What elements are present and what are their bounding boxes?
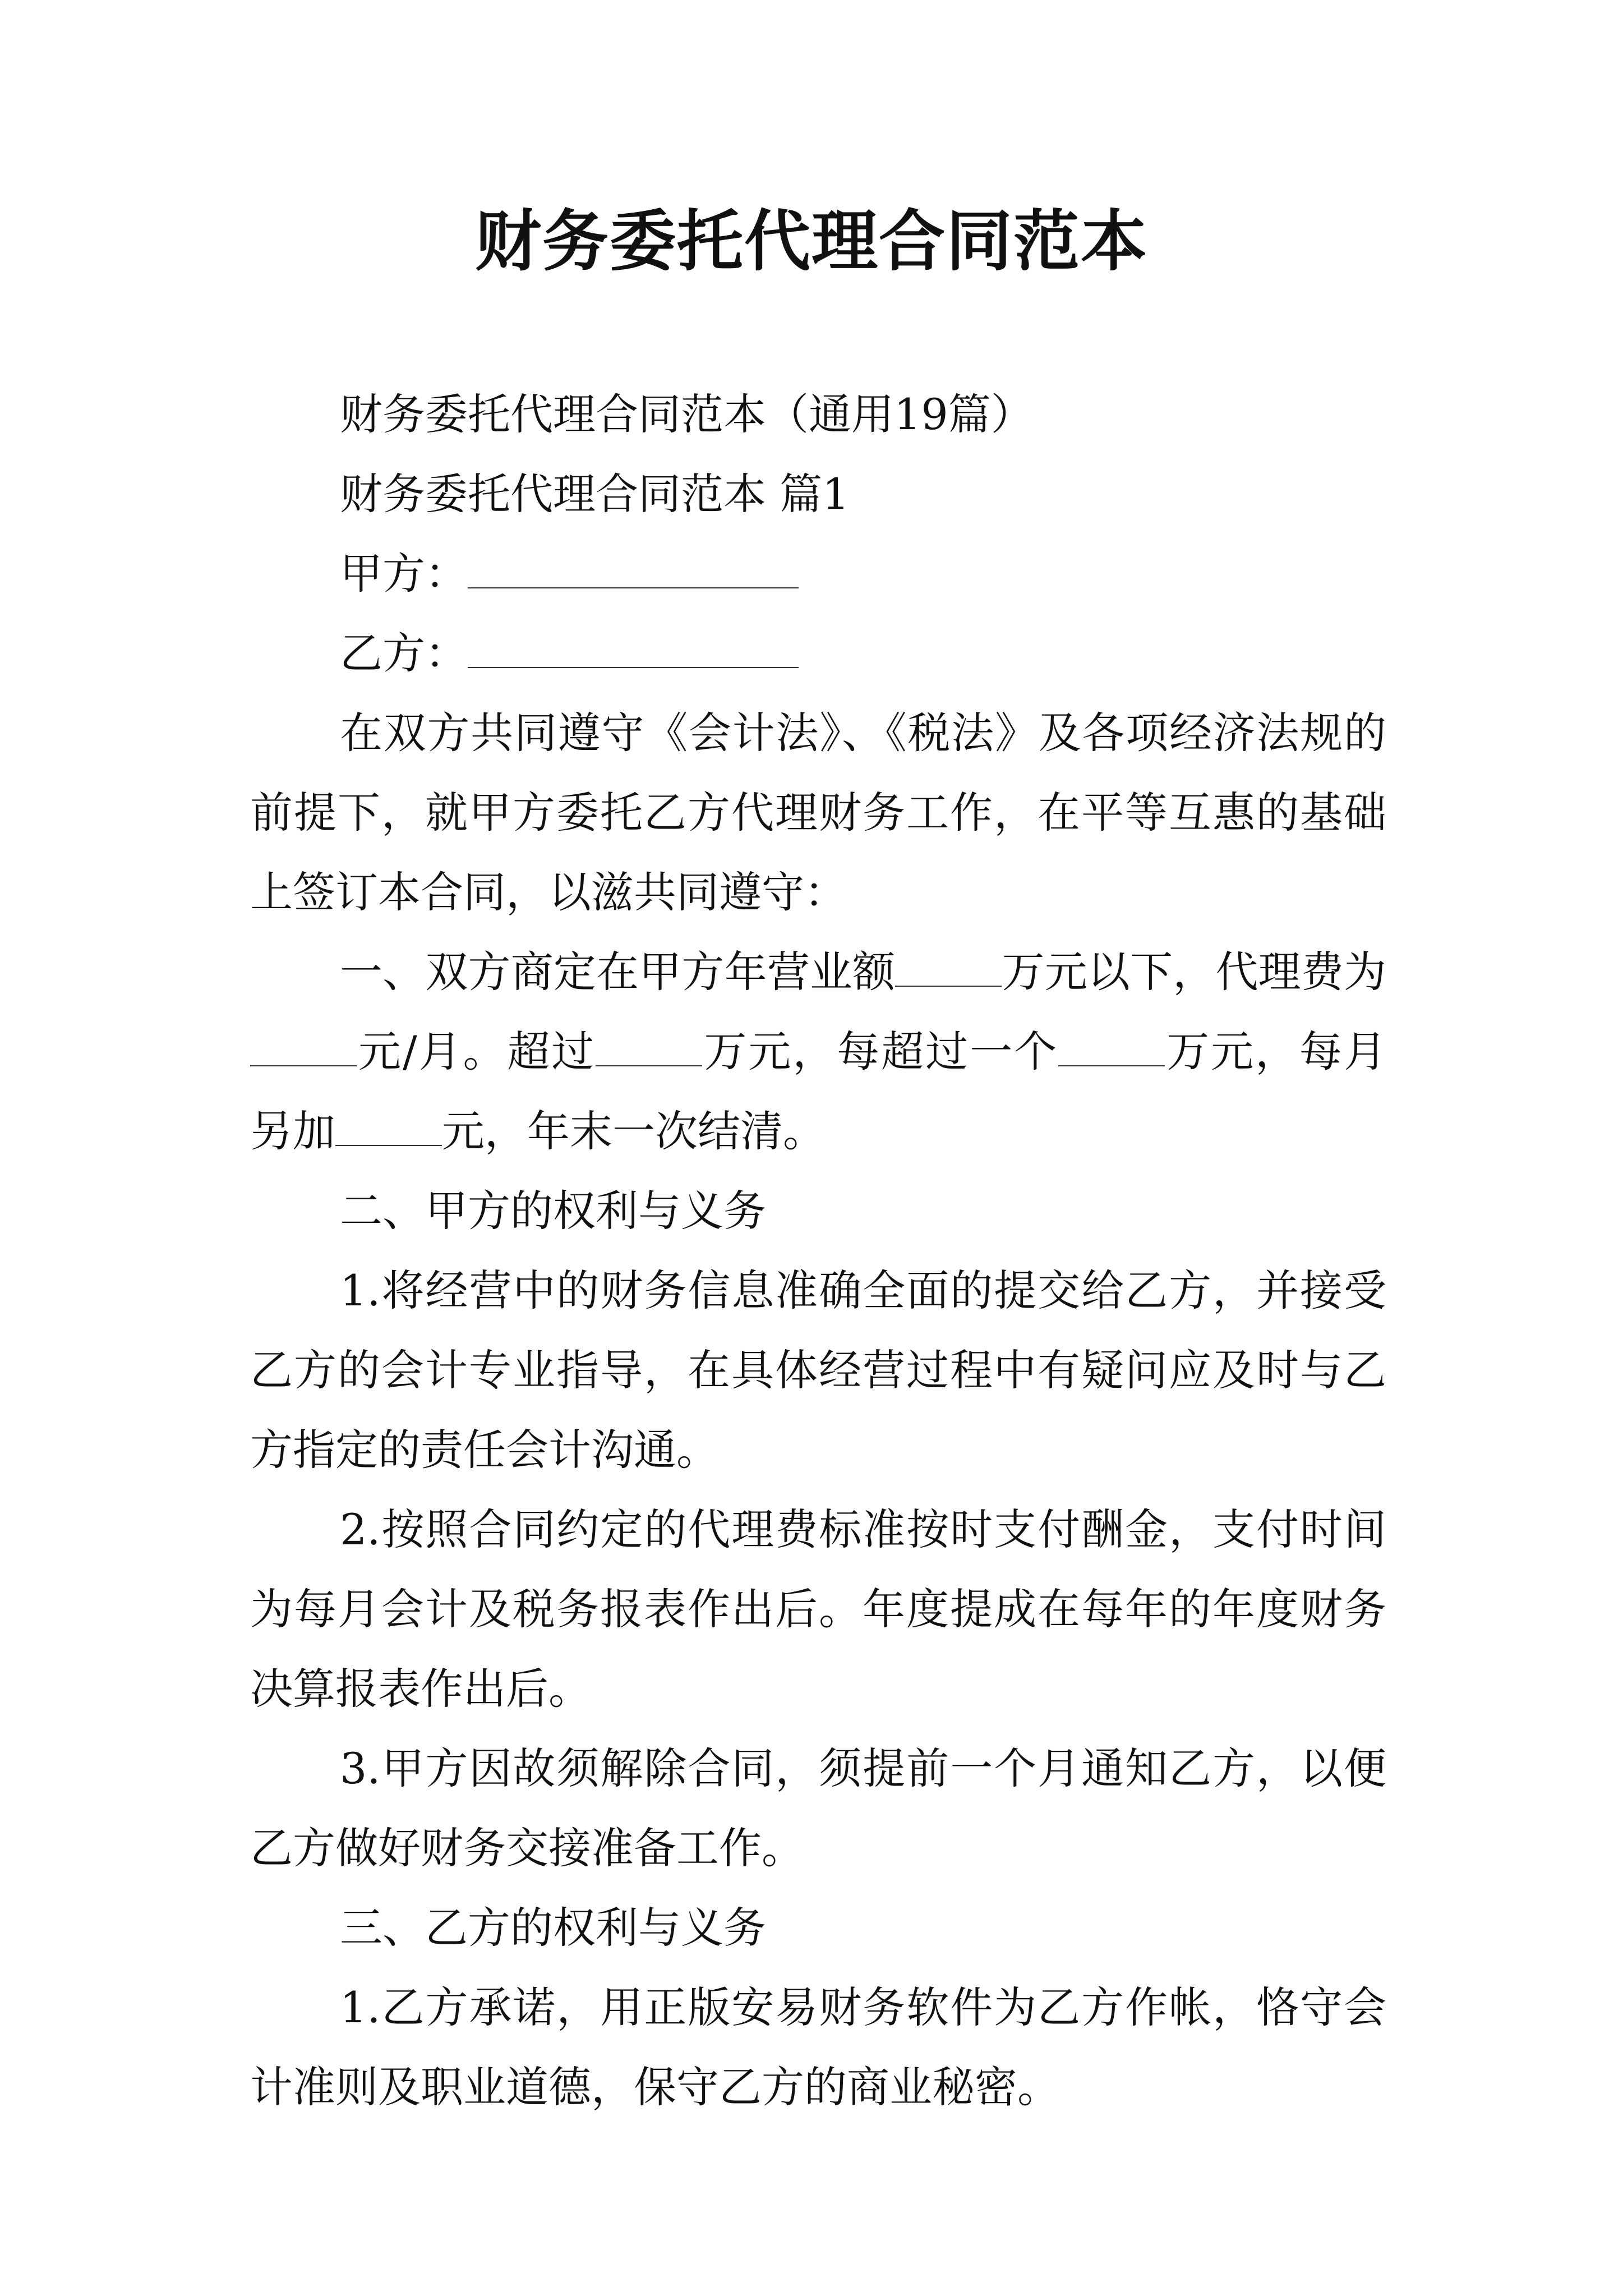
fee-text-3: 元/月。超过	[357, 1027, 596, 1076]
party-a-clause-3: 3.甲方因故须解除合同，须提前一个月通知乙方，以便乙方做好财务交接准备工作。	[250, 1743, 1386, 1873]
document-title: 财务委托代理合同范本	[474, 203, 1148, 280]
party-b-rights-heading: 三、乙方的权利与义务	[340, 1903, 766, 1953]
fee-text-2: 万元以下，代理费为	[1002, 947, 1387, 997]
intro-paragraph: 在双方共同遵守《会计法》、《税法》及各项经济法规的前提下，就甲方委托乙方代理财务工作，在平等互惠的基础上签订本合同，以滋共同遵守：	[250, 708, 1386, 917]
fee-blank-4	[1058, 1027, 1165, 1066]
party-a-label: 甲方：	[340, 549, 468, 599]
subtitle-line: 财务委托代理合同范本（通用19篇）	[340, 389, 1034, 439]
fee-text-4: 万元，每超过一个	[702, 1027, 1059, 1076]
fee-clause	[250, 932, 1386, 1171]
fee-text-1: 一、双方商定在甲方年营业额	[340, 947, 896, 997]
section-heading: 财务委托代理合同范本 篇1	[340, 469, 850, 519]
party-a-blank	[468, 549, 799, 588]
fee-blank-2	[250, 1027, 357, 1066]
party-b-blank	[468, 629, 799, 668]
party-b-clause-1: 1.乙方承诺，用正版安易财务软件为乙方作帐，恪守会计准则及职业道德，保守乙方的商业秘密。	[250, 1982, 1386, 2112]
fee-blank-3	[596, 1027, 702, 1066]
fee-blank-5	[335, 1107, 442, 1146]
fee-blank-1	[895, 947, 1002, 987]
party-a-clause-2: 2.按照合同约定的代理费标准按时支付酬金，支付时间为每月会计及税务报表作出后。年度提成在每年的年度财务决算报表作出后。	[250, 1504, 1386, 1714]
party-a-clause-1: 1.将经营中的财务信息准确全面的提交给乙方，并接受乙方的会计专业指导，在具体经营过程中有疑问应及时与乙方指定的责任会计沟通。	[250, 1266, 1386, 1475]
party-b-label: 乙方：	[340, 628, 468, 678]
party-a-line	[250, 534, 1386, 614]
fee-text-6: 元，年末一次结清。	[442, 1106, 826, 1156]
document-body	[250, 375, 1386, 2127]
party-a-rights-heading: 二、甲方的权利与义务	[340, 1186, 766, 1236]
party-b-line	[250, 614, 1386, 693]
fee-text-5: 万元，每月另加	[250, 1027, 1387, 1156]
